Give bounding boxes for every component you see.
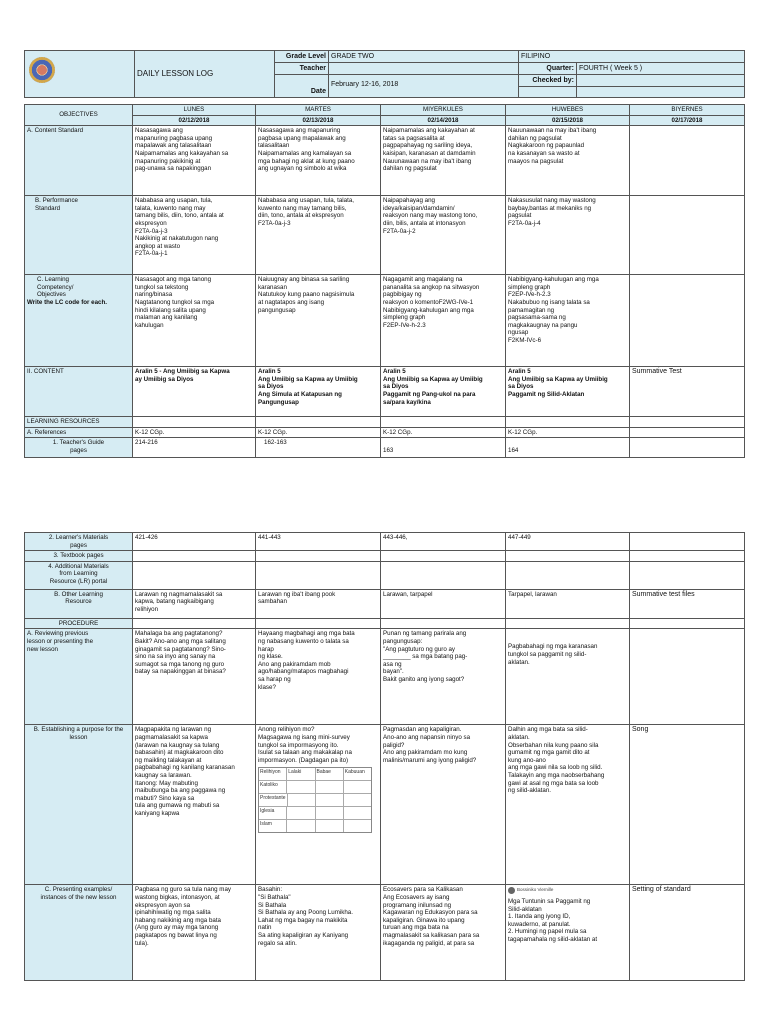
survey-cell [315, 794, 343, 806]
row-label-content-standard: A. Content Standard [25, 126, 133, 196]
blank-cell [133, 551, 256, 562]
survey-cell [315, 781, 343, 793]
survey-cell [286, 807, 314, 819]
cell-presenting-examples: Pagbasa ng guro sa tula nang may wastong bigkas, intonasyon, at ekspresyon ayon sa ipinahihiwatig ng mga salita habang nakikinig ang mga bata (Ang guro ay may mga tanong pagkatapos ng bawat linya ng tula). [133, 885, 256, 981]
cell-performance-standard [630, 196, 745, 275]
cell-presenting-examples: Basahin: "Si Bathala" Si Bathala Si Bathala ay ang Poong Lumikha. Lahat ng mga bagay na makikita natin Sa ating kapaligiran ay Kaniyang regalo sa atin. [256, 885, 381, 981]
row-label-reviewing: A. Reviewing previous lesson or presenting the new lesson [25, 629, 133, 725]
survey-cell [343, 794, 371, 806]
row-label-additional-materials: 4. Additional Materials from Learning Resource (LR) portal [25, 561, 133, 589]
survey-header: Lalaki [286, 768, 314, 780]
cell-learners-materials: 443-446, [381, 533, 506, 551]
survey-row-label: Iglesia [260, 808, 275, 815]
cell-other-resource: Summative test files [630, 589, 745, 618]
blank-cell [381, 551, 506, 562]
cell-reviewing: Punan ng tamang parirala ang pangungusap: "Ang pagtuturo ng guro ay ________ sa mga batang pag- asa ng bayan". Bakit ganito ang iyong sagot? [381, 629, 506, 725]
cell-reviewing: Hayaang magbahagi ang mga bata ng nabasang kuwento o talata sa harap ng klase. Ano ang pakiramdam mob ago/habang/matapos magbahagi sa harap ng klase? [256, 629, 381, 725]
day-name: MARTES [256, 105, 381, 116]
survey-cell [315, 820, 343, 832]
survey-header: Kabuuan [343, 768, 371, 780]
cell-presenting-examples: Ecosavers para sa Kalikasan Ang Ecosavers ay isang programang inilunsad ng Kagawaran ng Edukasyon para sa kapaligiran. Ginawa ito upang turuan ang mga bata na magmalasakit sa kalikasan para sa ikagaganda ng paligid, at para sa [381, 885, 506, 981]
blank-cell [256, 618, 381, 629]
lesson-table-top [24, 104, 745, 458]
survey-row [259, 793, 371, 806]
cell-performance-standard: Nakasusulat nang may wastong baybay,bantas at mekaniks ng pagsulat F2TA-0a-j-4 [506, 196, 630, 275]
blank-cell [630, 417, 745, 428]
dates-value: February 12-16, 2018 [329, 75, 519, 98]
cell-other-resource: Larawan ng iba't ibang pook sambahan [256, 589, 381, 618]
title-cell [135, 51, 275, 98]
survey-cell [287, 794, 315, 806]
cell-establishing-purpose: Dalhin ang mga bata sa silid- aklatan. Obserbahan nila kung paano sila gumamit ng mga gamit dito at kung ano-ano ang mga gawi nila sa loob ng silid. Talakayin ang mga naobserbahang gawi at asal ng mga bata sa loob ng silid-aklatan. [506, 725, 630, 885]
lc-code-note: Write the LC code for each. [27, 298, 107, 306]
cell-teachers-guide: 163 [381, 438, 506, 458]
cell-references: K-12 CGp. [256, 427, 381, 438]
grade-level-value: GRADE TWO [329, 51, 519, 63]
cell-content-standard [630, 126, 745, 196]
row-label-references: A. References [25, 427, 133, 438]
cell-teachers-guide [630, 438, 745, 458]
cell-content: Aralin 5 Ang Umiibig sa Kapwa ay Umiibig sa Diyos Ang Simula at Katapusan ng Pangungusap [256, 367, 381, 417]
cell-learners-materials: 447-449 [506, 533, 630, 551]
row-label-presenting-examples: C. Presenting examples/ instances of the new lesson [25, 885, 133, 981]
blank-cell [256, 551, 381, 562]
teacher-label: Teacher [275, 63, 329, 75]
survey-row [259, 780, 371, 793]
cell-reviewing: Mahalaga ba ang pagtatanong? Bakit? Ano-ano ang mga salitang ginagamit sa pagtatanong? Sino- sino na sa inyo ang sanay na sumagot sa mga tanong ng guro batay sa napakinggan at binasa? [133, 629, 256, 725]
blank-cell [506, 551, 630, 562]
cell-establishing-purpose [256, 725, 381, 885]
cell-references: K-12 CGp. [133, 427, 256, 438]
survey-row-label: Islam [260, 821, 272, 828]
cell-performance-standard: Nababasa ang usapan, tula, talata, kuwento nang may tamang bilis, diin, tono, antala at ekspresyon F2TA-0a-j-3 Nakikinig at nakatutugon nang angkop at wasto F2TA-0a-j-1 [133, 196, 256, 275]
blank-cell [506, 561, 630, 589]
cell-teachers-guide: 162-163 [256, 438, 381, 458]
blank-cell [519, 87, 577, 98]
row-label-learning-resources: LEARNING RESOURCES [25, 417, 133, 428]
day-name: HUWEBES [506, 105, 630, 116]
blank-cell [506, 417, 630, 428]
blank-cell [256, 561, 381, 589]
survey-instructions: Anong relihiyon mo? Magsagawa ng isang mini-survey tungkol sa impormasyong ito. Isulat sa talaan ang makakalap na impormasyon. (Dagdagan pa ito) [258, 726, 352, 764]
survey-cell [343, 807, 371, 819]
cell-teachers-guide: 164 [506, 438, 630, 458]
day-date: 02/13/2018 [256, 115, 381, 126]
cell-references: K-12 CGp. [381, 427, 506, 438]
cell-learners-materials [630, 533, 745, 551]
day-name: MIYERKULES [381, 105, 506, 116]
cell-other-resource: Larawan ng nagmamalasakit sa kapwa, batang nagkaibigang relihiyon [133, 589, 256, 618]
cell-performance-standard: Naipapahayag ang ideya/kaisipan/damdamin/ reaksyon nang may wastong tono, diin, bilis, antala at intonasyon F2TA-0a-j-2 [381, 196, 506, 275]
row-label-content: II. CONTENT [25, 367, 133, 417]
survey-header: Babae [315, 768, 343, 780]
cell-learning-competency: Nasasagot ang mga tanong tungkol sa tekstong naring/binasa Nagtatanong tungkol sa mga hindi kilalang salita upang malaman ang kanilang kahulugan [133, 275, 256, 367]
cell-content: Aralin 5 Ang Umiibig sa Kapwa ay Umiibig sa Diyos Paggamit ng Pang-ukol na para sa/para kay/kina [381, 367, 506, 417]
cell-content-standard: Naipamamalas ang kakayahan at tatas sa pagsasalita at pagpapahayag ng sariling ideya, kaisipan, karanasan at damdamin Nauunawaan na may iba't ibang dahilan ng pagsulat [381, 126, 506, 196]
cell-reviewing [630, 629, 745, 725]
survey-row [259, 819, 371, 832]
snippet-caption: Bossiniko Viernille [517, 887, 554, 893]
row-label-performance-standard: B. Performance Standard [25, 196, 133, 275]
cell-other-resource: Larawan, tarpapel [381, 589, 506, 618]
survey-row-label: Protestante [260, 795, 286, 802]
blank-cell [256, 417, 381, 428]
cell-references: K-12 CGp. [506, 427, 630, 438]
survey-header-row [259, 768, 371, 780]
day-name: LUNES [133, 105, 256, 116]
cell-reviewing: Pagbabahagi ng mga karanasan tungkol sa paggamit ng silid- aklatan. [506, 629, 630, 725]
row-label-learning-competency [25, 275, 133, 367]
day-date: 02/15/2018 [506, 115, 630, 126]
blank-cell [577, 87, 745, 98]
survey-cell [286, 820, 314, 832]
cell-content-standard: Nasasagawa ang mapanuring pagbasa upang mapalawak ang talasalitaan Naipamamalas ang kamalayan sa mga bahagi ng aklat at kung paano ang ugnayan ng simbolo at wika [256, 126, 381, 196]
blank-cell [381, 618, 506, 629]
cell-presenting-examples [506, 885, 630, 981]
cell-establishing-purpose: Magpapakita ng larawan ng pagmamalasakit sa kapwa (larawan na kaugnay sa tulang babasahin) at magkakaroon dito ng maikling talakayan at pagbabahagi ng kanilang karanasan kaugnay sa larawan. Itanong: May mabuting maibubunga ba ang paggawa ng mabuti? Sino kaya sa tula ang gumawa ng mabuti sa kaniyang kapwa [133, 725, 256, 885]
header-table [24, 50, 745, 98]
survey-row [259, 806, 371, 819]
cell-performance-standard: Nababasa ang usapan, tula, talata, kuwento nang may tamang bilis, diin, tono, antala at ekspresyon F2TA-0a-j-3 [256, 196, 381, 275]
library-rules: Mga Tuntunin sa Paggamit ng Silid-aklatan 1. Itanda ang iyong ID, kuwaderno, at panulat. 2. Humingi ng papel mula sa tagapamahala ng silid-aklatan at [508, 897, 598, 943]
blank-cell [381, 417, 506, 428]
blank-cell [381, 561, 506, 589]
cell-learning-competency: Nabibigyang-kahulugan ang mga simpleng graph F2EP-IVe-h-2.3 Nakabubuo ng isang talata sa pamamagitan ng pagsasama-sama ng magkakaugnay na pangu ngusap F2KM-IVc-6 [506, 275, 630, 367]
cell-other-resource: Tarpapel, larawan [506, 589, 630, 618]
day-name: BIYERNES [630, 105, 745, 116]
blank-cell [506, 618, 630, 629]
blank-cell [133, 561, 256, 589]
survey-row-label: Katoliko [260, 782, 278, 789]
row-label-other-resource: B. Other Learning Resource [25, 589, 133, 618]
blank-cell [133, 618, 256, 629]
snippet-header [508, 886, 627, 894]
deped-seal-icon [29, 57, 55, 83]
row-label-establishing-purpose: B. Establishing a purpose for the lesson [25, 725, 133, 885]
objectives-header: OBJECTIVES [25, 105, 133, 126]
cell-references [630, 427, 745, 438]
cell-content-standard: Nasasagawa ang mapanuring pagbasa upang mapalawak ang talasalitaan Naipamamalas ang kakayahan sa mapanuring pakikinig at pag-unawa sa napakinggan [133, 126, 256, 196]
checked-by-label: Checked by: [519, 75, 577, 87]
survey-cell [286, 781, 314, 793]
lesson-table-bottom [24, 532, 745, 981]
day-date: 02/17/2018 [630, 115, 745, 126]
survey-header: Relihiyon [260, 769, 281, 776]
cell-learning-competency: Naiuugnay ang binasa sa sariling karanasan Natutukoy kung paano nagsisimula at nagtatapos ang isang pangungusap [256, 275, 381, 367]
cell-content-standard: Nauunawaan na may iba't ibang dahilan ng pagsulat Nagkakaroon ng papaunlad na kasanayan sa wasto at maayos na pagsulat [506, 126, 630, 196]
cell-learners-materials: 441-443 [256, 533, 381, 551]
teacher-value [329, 63, 519, 75]
cell-learning-competency: Nagagamit ang magalang na pananalita sa angkop na sitwasyon pagbibigay ng reaksyon o komentoF2WG-IVe-1 Nabibigyang-kahulugan ang mga simpleng graph F2EP-IVe-h-2.3 [381, 275, 506, 367]
survey-cell [315, 807, 343, 819]
cell-presenting-examples: Setting of standard [630, 885, 745, 981]
survey-cell [343, 820, 371, 832]
cell-content: Aralin 5 - Ang Umiibig sa Kapwa ay Umiibig sa Diyos [133, 367, 256, 417]
row-label-textbook: 3. Textbook pages [25, 551, 133, 562]
blank-cell [630, 551, 745, 562]
grade-level-label: Grade Level [275, 51, 329, 63]
checked-by-value [577, 75, 745, 87]
blank-cell [630, 561, 745, 589]
row-label-learners-materials: 2. Learner's Materials pages [25, 533, 133, 551]
cell-content: Aralin 5 Ang Umiibig sa Kapwa ay Umiibig sa Diyos Paggamit ng Silid-Aklatan [506, 367, 630, 417]
cell-teachers-guide: 214-216 [133, 438, 256, 458]
blank-cell [133, 417, 256, 428]
survey-table [258, 767, 372, 833]
quarter-label: Quarter: [519, 63, 577, 75]
cell-establishing-purpose: Song [630, 725, 745, 885]
learning-competency-label: C. Learning Competency/ Objectives [37, 276, 74, 299]
cell-learning-competency [630, 275, 745, 367]
day-date: 02/12/2018 [133, 115, 256, 126]
row-label-procedure: PROCEDURE [25, 618, 133, 629]
cell-establishing-purpose: Pagmasdan ang kapaligiran. Ano-ano ang napansin ninyo sa paligid? Ano ang pakiramdam mo kung malinis/marumi ang iyong paligid? [381, 725, 506, 885]
day-date: 02/14/2018 [381, 115, 506, 126]
cell-learners-materials: 421-426 [133, 533, 256, 551]
avatar-icon [508, 887, 515, 894]
subject-value: FILIPINO [519, 51, 745, 63]
row-label-teachers-guide: 1. Teacher's Guide pages [25, 438, 133, 458]
date-label-cell [275, 75, 329, 98]
survey-cell [343, 781, 371, 793]
date-label: Date [310, 88, 326, 95]
cell-content: Summative Test [630, 367, 745, 417]
log-title: DAILY LESSON LOG [137, 69, 214, 78]
logo-cell [25, 51, 135, 98]
quarter-value: FOURTH ( Week 5 ) [577, 63, 745, 75]
blank-cell [630, 618, 745, 629]
